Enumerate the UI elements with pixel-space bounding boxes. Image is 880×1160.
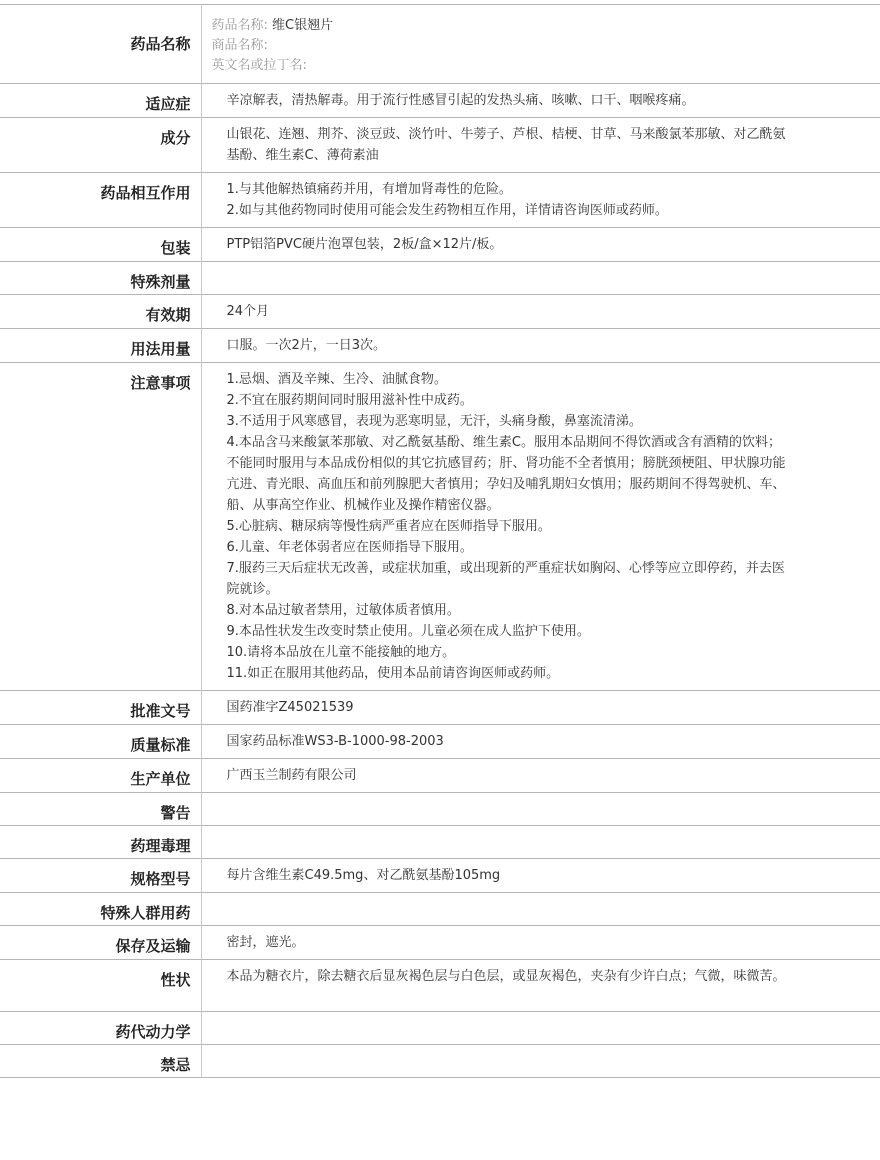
- drug-name-label: 药品名称:: [211, 18, 268, 33]
- precaution-item: 9.本品性状发生改变时禁止使用。儿童必须在成人监护下使用。: [226, 624, 590, 639]
- contraindications-value: [201, 1045, 880, 1078]
- row-drug-name: [0, 5, 880, 84]
- usage-label: 用法用量: [0, 329, 201, 363]
- precaution-item: 5.心脏病、糖尿病等慢性病严重者应在医师指导下服用。: [226, 519, 551, 534]
- precaution-item: 4.本品含马来酸氯苯那敏、对乙酰氨基酚、维生素C。服用本品期间不得饮酒或含有酒精的饮料；不能同时服用与本品成份相似的其它抗感冒药；肝、肾功能不全者慎用；膀胱颈梗阻、甲状腺功能亢进、青光眼、高血压和前列腺肥大者慎用；孕妇及哺乳期妇女慎用；服药期间不得驾驶机、车、船、从事高空作业、机械作业及操作精密仪器。: [226, 435, 786, 513]
- ingredients-label: 成分: [0, 118, 201, 173]
- quality-standard-value: 国家药品标准WS3-B-1000-98-2003: [226, 734, 444, 749]
- packaging-label: 包装: [0, 228, 201, 262]
- row-precautions: [0, 363, 880, 691]
- row-interactions: [0, 173, 880, 228]
- english-name-label: 英文名或拉丁名:: [211, 58, 307, 73]
- drug-info-table: [0, 4, 880, 1078]
- indications-label: 适应症: [0, 84, 201, 118]
- shelf-life-value: 24个月: [226, 304, 270, 319]
- special-population-value: [201, 893, 880, 926]
- specification-label: 规格型号: [0, 859, 201, 893]
- precaution-item: 3.不适用于风寒感冒，表现为恶寒明显，无汗，头痛身酸，鼻塞流清涕。: [226, 414, 642, 429]
- approval-no-label: 批准文号: [0, 691, 201, 725]
- row-shelf-life: [0, 295, 880, 329]
- manufacturer-label: 生产单位: [0, 759, 201, 793]
- row-pharmacokinetics: [0, 1012, 880, 1045]
- precaution-item: 7.服药三天后症状无改善，或症状加重，或出现新的严重症状如胸闷、心悸等应立即停药，并去医院就诊。: [226, 561, 785, 597]
- approval-no-value: 国药准字Z45021539: [226, 700, 354, 715]
- row-indications: [0, 84, 880, 118]
- manufacturer-value: 广西玉兰制药有限公司: [226, 768, 357, 783]
- row-contraindications: [0, 1045, 880, 1078]
- interactions-label: 药品相互作用: [0, 173, 201, 228]
- warning-label: 警告: [0, 793, 201, 826]
- storage-value: 密封，遮光。: [226, 935, 305, 950]
- precaution-item: 10.请将本品放在儿童不能接触的地方。: [226, 645, 456, 660]
- storage-label: 保存及运输: [0, 926, 201, 960]
- row-special-dosage: [0, 262, 880, 295]
- drug-name-value: 维C银翘片: [272, 18, 334, 33]
- row-toxicology: [0, 826, 880, 859]
- row-manufacturer: [0, 759, 880, 793]
- special-dosage-label: 特殊剂量: [0, 262, 201, 295]
- drug-name-cell: [201, 5, 880, 84]
- precautions-label: 注意事项: [0, 363, 201, 691]
- quality-standard-label: 质量标准: [0, 725, 201, 759]
- ingredients-value: 山银花、连翘、荆芥、淡豆豉、淡竹叶、牛蒡子、芦根、桔梗、甘草、马来酸氯苯那敏、对乙酰氨基酚、维生素C、薄荷素油: [226, 127, 786, 163]
- toxicology-value: [201, 826, 880, 859]
- precaution-item: 2.不宜在服药期间同时服用滋补性中成药。: [226, 393, 473, 408]
- toxicology-label: 药理毒理: [0, 826, 201, 859]
- row-description: [0, 960, 880, 1012]
- pharmacokinetics-value: [201, 1012, 880, 1045]
- interactions-value: [201, 173, 880, 228]
- interactions-line: 1.与其他解热镇痛药并用，有增加肾毒性的危险。: [226, 182, 512, 197]
- row-special-population: [0, 893, 880, 926]
- precaution-item: 8.对本品过敏者禁用，过敏体质者慎用。: [226, 603, 460, 618]
- description-label: 性状: [0, 960, 201, 1012]
- row-approval-no: [0, 691, 880, 725]
- row-warning: [0, 793, 880, 826]
- row-packaging: [0, 228, 880, 262]
- row-specification: [0, 859, 880, 893]
- warning-value: [201, 793, 880, 826]
- specification-value: 每片含维生素C49.5mg、对乙酰氨基酚105mg: [226, 868, 501, 883]
- interactions-line: 2.如与其他药物同时使用可能会发生药物相互作用，详情请咨询医师或药师。: [226, 203, 668, 218]
- row-ingredients: [0, 118, 880, 173]
- trade-name-label: 商品名称:: [211, 38, 268, 53]
- description-value: 本品为糖衣片，除去糖衣后显灰褐色层与白色层，或显灰褐色，夹杂有少许白点；气微，味微苦。: [226, 969, 786, 984]
- row-usage: [0, 329, 880, 363]
- precaution-item: 6.儿童、年老体弱者应在医师指导下服用。: [226, 540, 473, 555]
- special-population-label: 特殊人群用药: [0, 893, 201, 926]
- indications-value: 辛凉解表，清热解毒。用于流行性感冒引起的发热头痛、咳嗽、口干、咽喉疼痛。: [226, 93, 695, 108]
- precautions-value: [201, 363, 880, 691]
- special-dosage-value: [201, 262, 880, 295]
- row-quality-standard: [0, 725, 880, 759]
- precaution-item: 1.忌烟、酒及辛辣、生冷、油腻食物。: [226, 372, 447, 387]
- pharmacokinetics-label: 药代动力学: [0, 1012, 201, 1045]
- packaging-value: PTP铝箔PVC硬片泡罩包装，2板/盒×12片/板。: [226, 237, 503, 252]
- precaution-item: 11.如正在服用其他药品，使用本品前请咨询医师或药师。: [226, 666, 560, 681]
- drug-name-heading: 药品名称: [0, 5, 201, 84]
- shelf-life-label: 有效期: [0, 295, 201, 329]
- contraindications-label: 禁忌: [0, 1045, 201, 1078]
- row-storage: [0, 926, 880, 960]
- usage-value: 口服。一次2片，一日3次。: [226, 338, 387, 353]
